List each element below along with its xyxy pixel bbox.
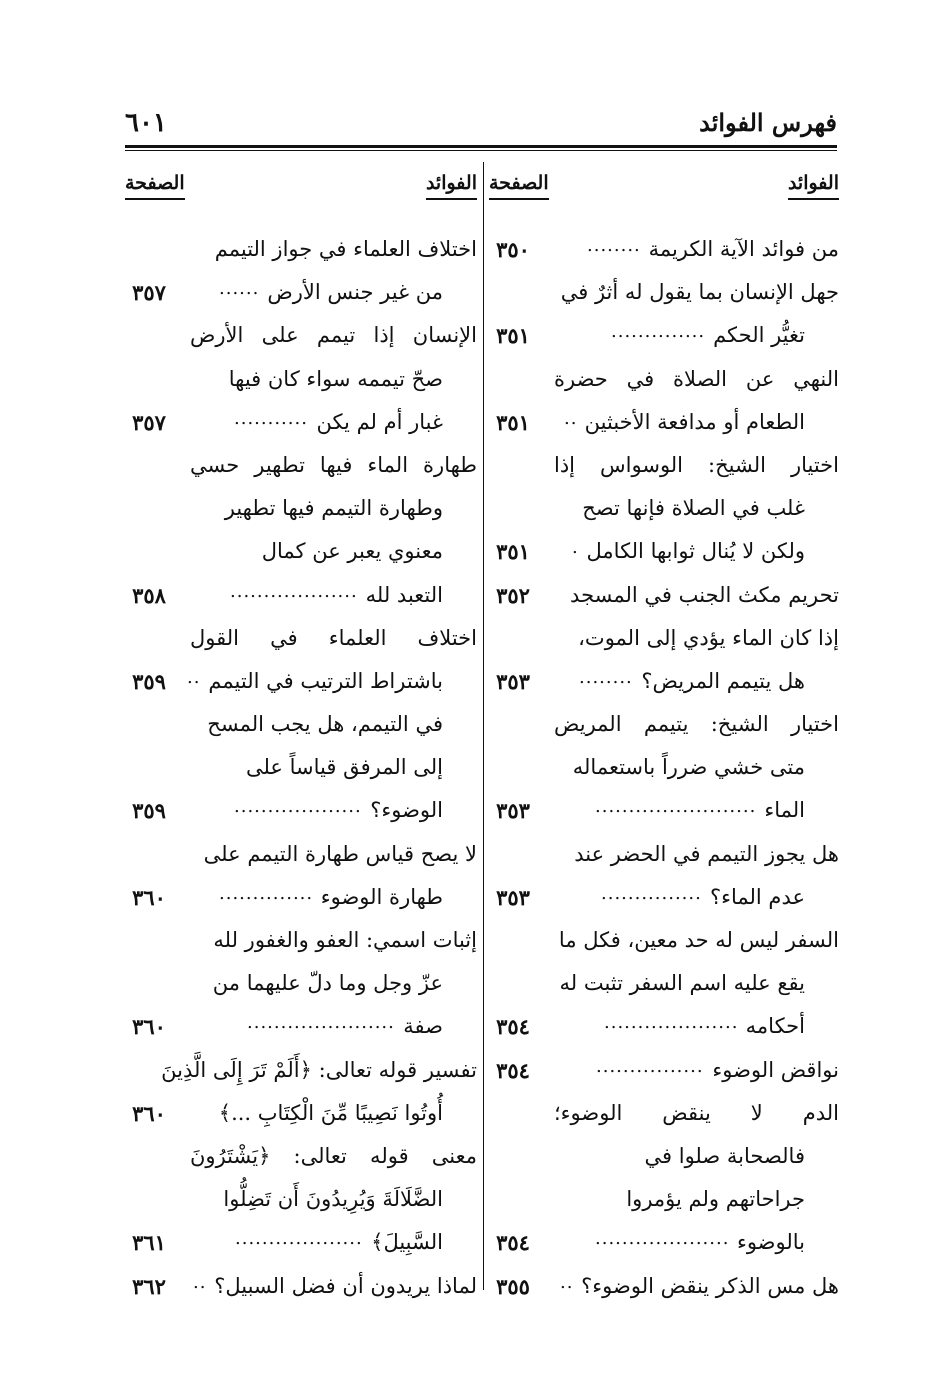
index-line [125,919,477,962]
entry-text: السفر ليس له حد معين، فكل ما [558,928,839,952]
entry-list [489,228,839,1308]
entry-text: لا يصح قياس طهارة التيمم على [203,841,477,866]
index-line [489,228,839,271]
page-reference: ٣٦٠ [132,1100,166,1126]
page-reference: ٣٥٧ [132,280,166,306]
entry-text: غلب في الصلاة فإنها تصح [582,496,805,521]
page-reference: ٣٥٩ [132,798,166,824]
index-line [489,919,839,962]
entry-text: معنوي يعبر عن كمال [261,539,443,564]
entry-text: جراحاتهم ولم يؤمروا [626,1187,805,1212]
index-line [125,1178,477,1221]
entry-text: الماء [764,798,805,823]
entry-text: ولكن لا يُنال ثوابها الكامل [586,539,805,564]
page-reference: ٣٥٩ [132,668,166,694]
index-line [125,228,477,271]
page-reference: ٣٥٤ [496,1230,530,1256]
entry-text: الإنسان إذا تيمم على الأرض [190,323,477,348]
entry-text: جهل الإنسان بما يقول له أثرٌ في [560,280,839,305]
dot-leader: ...................... [247,1012,395,1034]
index-line [489,1221,839,1264]
dot-leader: .................... [604,1012,739,1034]
entry-text: التعبد لله [365,582,443,607]
entry-text: الطعام أو مدافعة الأخبثين [584,409,805,434]
index-line [125,746,477,789]
dot-leader: .. [187,666,201,688]
page-reference: ٣٥٣ [496,668,530,694]
entry-text: هل مس الذكر ينقض الوضوء؟ [581,1273,839,1298]
page-reference: ٣٦١ [132,1230,166,1256]
entry-text: النهي عن الصلاة في حضرة [554,366,839,391]
index-line [125,876,477,919]
page-header [125,108,837,144]
entry-text: صحّ تيممه سواء كان فيها [228,366,443,391]
index-line [125,1005,477,1048]
index-line [125,271,477,314]
index-line [125,1135,477,1178]
page-reference: ٣٥٣ [496,798,530,824]
dot-leader: .. [564,407,578,429]
page-reference: ٣٥١ [496,323,530,349]
dot-leader: ............... [601,882,702,904]
index-line [125,833,477,876]
entry-text: هل يتيمم المريض؟ [641,668,805,693]
index-line [489,1178,839,1221]
index-line [489,401,839,444]
dot-leader: ........ [579,666,633,688]
dot-leader: .............. [219,882,314,904]
index-line [125,789,477,832]
entry-text: من غير جنس الأرض [267,280,443,305]
index-line [125,1265,477,1308]
page-reference: ٣٥٣ [496,884,530,910]
index-line [489,703,839,746]
entry-text: هل يجوز التيمم في الحضر عند [574,841,839,866]
entry-text: أُوتُوا نَصِيبًا مِّنَ الْكِتَابِ ...﴾ [218,1100,443,1125]
entry-text: تفسير قوله تعالى: ﴿أَلَمْ تَرَ إِلَى الَّذِينَ [161,1057,477,1082]
entry-text: معنى قوله تعالى: ﴿يَشْتَرُونَ [190,1143,477,1168]
index-line [125,530,477,573]
dot-leader: ................... [235,1228,363,1250]
entry-text: اختلاف العلماء في جواز التيمم [214,237,477,261]
page-reference: ٣٥٥ [496,1273,530,1299]
entry-text: اختلاف العلماء في القول [190,625,477,650]
index-line [489,833,839,876]
entry-text: اختيار الشيخ: يتيمم المريض [554,712,839,737]
entry-text: اختيار الشيخ: الوسواس إذا [554,452,839,477]
dot-leader: .................... [595,1228,730,1250]
entry-text: السَّبِيلَ﴾ [371,1230,443,1255]
index-line [125,574,477,617]
column-divider [483,162,484,1290]
index-line [125,962,477,1005]
index-line [489,574,839,617]
index-line [489,487,839,530]
page-heading: الصفحة [125,172,185,200]
entry-text: إذا كان الماء يؤدي إلى الموت، [578,625,839,650]
index-line [125,314,477,357]
dot-leader: .............. [611,321,706,343]
entry-text: أحكامه [745,1014,805,1039]
index-line [489,1005,839,1048]
index-line [489,1135,839,1178]
entry-text: صفة [403,1014,443,1039]
index-line [125,703,477,746]
index-line [489,1092,839,1135]
index-line [125,1221,477,1264]
index-line [489,962,839,1005]
entry-text: طهارة الماء فيها تطهير حسي [190,452,477,477]
index-line [125,444,477,487]
page-number: ٦٠١ [125,108,167,138]
page-reference: ٣٥٨ [132,582,166,608]
index-line [489,746,839,789]
dot-leader: .. [560,1271,574,1293]
entry-text: تحريم مكث الجنب في المسجد [570,582,839,607]
entry-text: في التيمم، هل يجب المسح [207,712,443,737]
index-line [489,314,839,357]
topic-heading: الفوائد [426,172,477,200]
index-line [489,876,839,919]
index-column-right [489,172,839,1308]
page-reference: ٣٥١ [496,539,530,565]
entry-text: باشتراط الترتيب في التيمم [208,668,443,693]
entry-text: من فوائد الآية الكريمة [648,237,839,261]
index-line [125,660,477,703]
page-reference: ٣٥٠ [496,237,530,262]
dot-leader: .. [193,1271,207,1293]
column-header [489,172,839,228]
dot-leader: ................... [230,580,358,602]
entry-text: الضَّلَالَةَ وَيُرِيدُونَ أَن تَضِلُّوا [223,1187,443,1212]
page-reference: ٣٦٠ [132,884,166,910]
entry-text: إثبات اسمي: العفو والغفور لله [213,928,477,952]
index-line [489,271,839,314]
dot-leader: ........................ [595,796,757,818]
index-line [489,444,839,487]
page-heading: الصفحة [489,172,549,200]
entry-text: يقع عليه اسم السفر تثبت له [559,971,805,996]
running-title: فهرس الفوائد [699,108,837,137]
header-rule-thick [125,145,837,148]
entry-text: الوضوء؟ [370,798,443,823]
entry-text: لماذا يريدون أن فضل السبيل؟ [214,1273,477,1298]
entry-text: طهارة الوضوء [320,884,443,909]
dot-leader: ...... [219,278,260,300]
topic-heading: الفوائد [788,172,839,200]
index-line [489,358,839,401]
page-reference: ٣٥٤ [496,1014,530,1040]
index-line [125,487,477,530]
page-reference: ٣٥٧ [132,409,166,435]
entry-text: بالوضوء [736,1230,805,1255]
dot-leader: ................... [234,796,362,818]
dot-leader: ........ [587,235,641,256]
entry-text: تغيُّر الحكم [713,323,805,348]
index-line [489,530,839,573]
entry-text: عزّ وجل وما دلّ عليهما من [212,971,443,996]
entry-text: إلى المرفق قياساً على [245,755,443,780]
entry-text: عدم الماء؟ [709,884,805,909]
page-reference: ٣٥١ [496,409,530,435]
index-line [125,358,477,401]
entry-text: وطهارة التيمم فيها تطهير [224,496,443,521]
page-reference: ٣٥٤ [496,1057,530,1083]
page-reference: ٣٥٢ [496,582,530,608]
index-line [489,789,839,832]
index-line [489,1049,839,1092]
index-line [489,660,839,703]
entry-text: الدم لا ينقض الوضوء؛ [554,1100,839,1125]
entry-text: متى خشي ضرراً باستعماله [572,755,805,780]
entry-text: نواقض الوضوء [712,1057,839,1082]
dot-leader: . [572,537,579,559]
entry-text: غبار أم لم يكن [316,409,443,434]
column-header [125,172,477,228]
dot-leader: ................ [596,1055,704,1077]
index-line [125,401,477,444]
index-line [489,617,839,660]
index-line [125,1092,477,1135]
dot-leader: ........... [234,407,308,429]
index-line [125,617,477,660]
entry-list [125,228,477,1308]
index-line [489,1265,839,1308]
page-reference: ٣٦٢ [132,1273,166,1299]
header-rule-thin [125,150,837,151]
index-column-left [125,172,477,1308]
entry-text: فالصحابة صلوا في [644,1143,805,1168]
index-line [125,1049,477,1092]
page-reference: ٣٦٠ [132,1014,166,1040]
